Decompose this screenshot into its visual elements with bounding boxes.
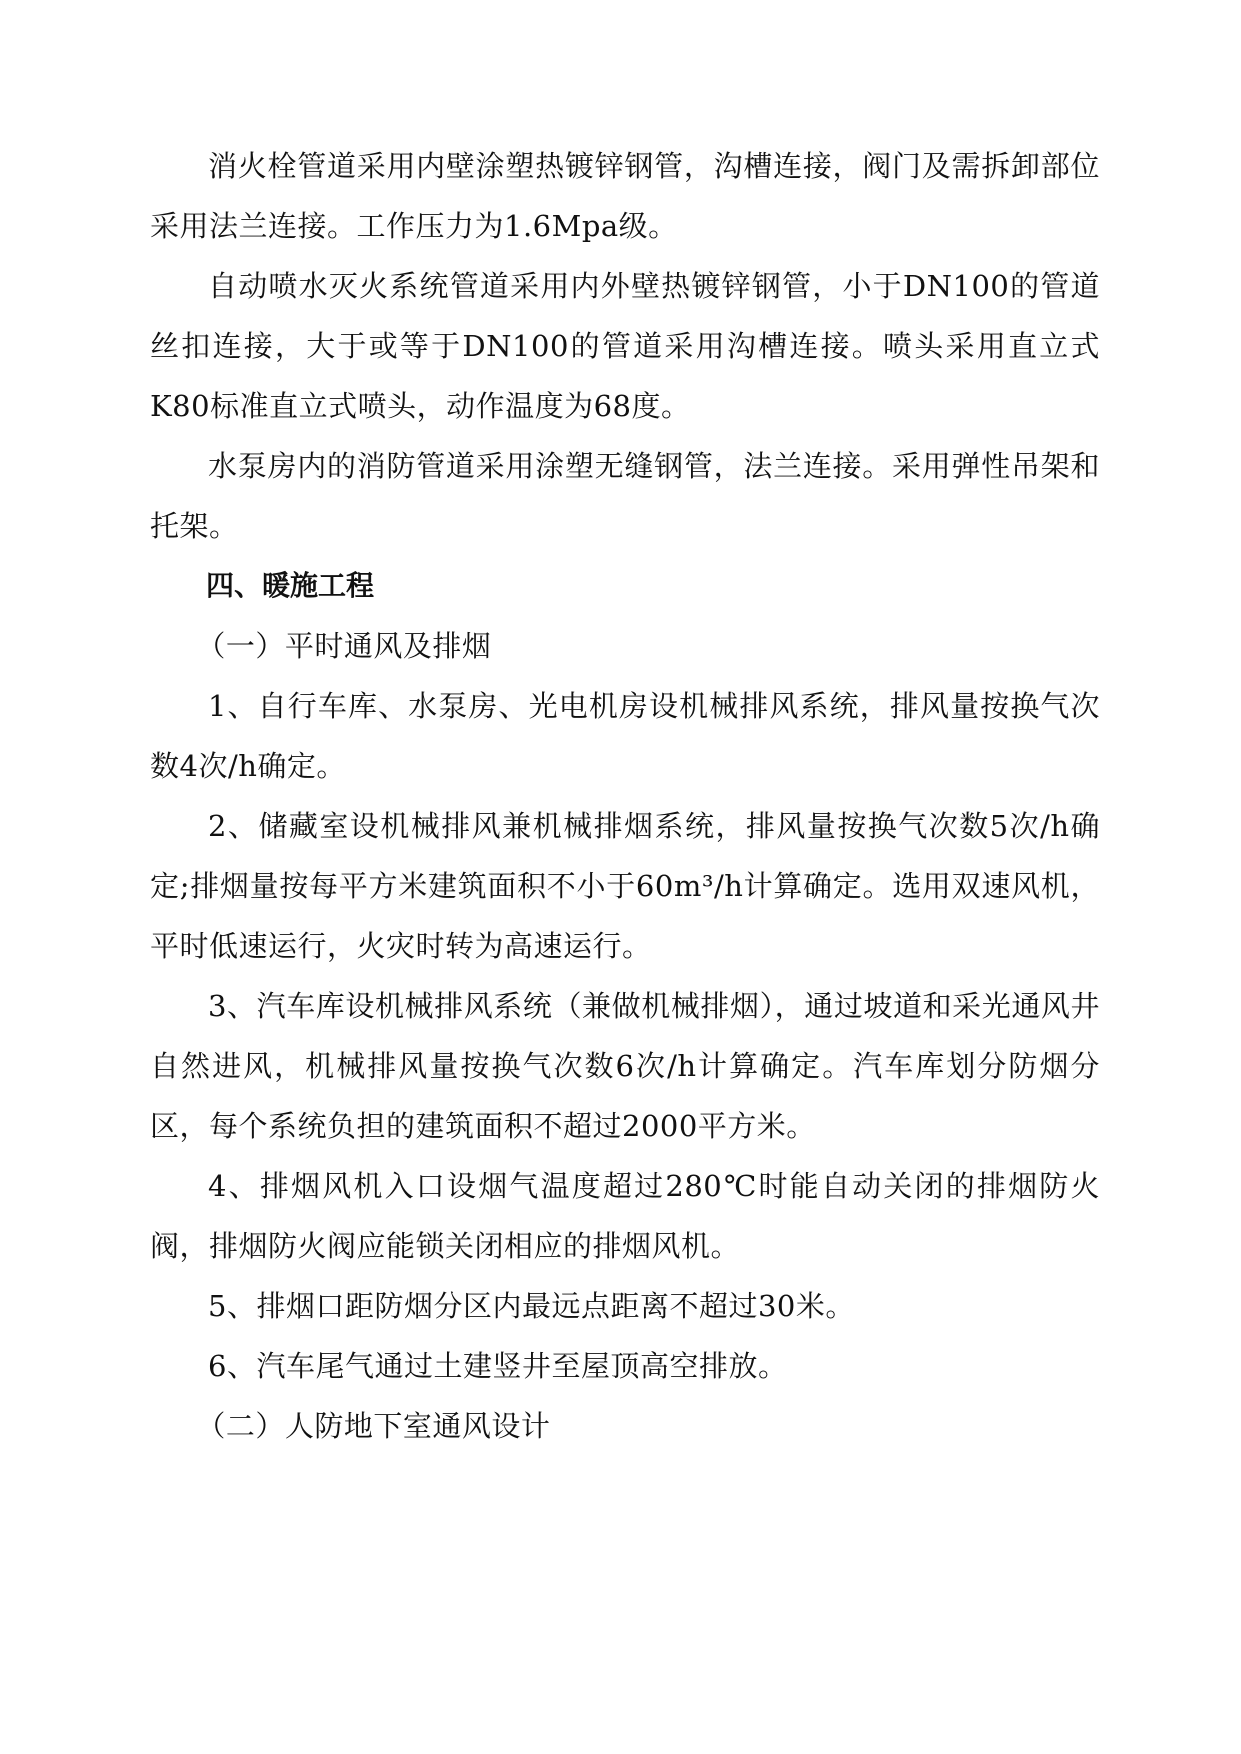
paragraph-pump-room-pipe: 水泵房内的消防管道采用涂塑无缝钢管，法兰连接。采用弹性吊架和托架。 xyxy=(150,449,1100,543)
document-page xyxy=(150,136,1100,1456)
subheading-ventilation-smoke: （一）平时通风及排烟 xyxy=(196,629,492,663)
paragraph-item-4: 4、排烟风机入口设烟气温度超过280℃时能自动关闭的排烟防火阀，排烟防火阀应能锁关闭相应的排烟风机。 xyxy=(150,1169,1100,1263)
paragraph-item-3: 3、汽车库设机械排风系统（兼做机械排烟），通过坡道和采光通风井自然进风，机械排风量按换气次数6次/h计算确定。汽车库划分防烟分区，每个系统负担的建筑面积不超过2000平方米。 xyxy=(150,989,1100,1143)
section-heading-hvac: 四、暖施工程 xyxy=(206,569,375,602)
paragraph-item-6: 6、汽车尾气通过土建竖井至屋顶高空排放。 xyxy=(208,1349,788,1383)
subheading-civil-defense-ventilation: （二）人防地下室通风设计 xyxy=(196,1409,551,1443)
paragraph-item-2: 2、储藏室设机械排风兼机械排烟系统，排风量按换气次数5次/h确定;排烟量按每平方米建筑面积不小于60m³/h计算确定。选用双速风机，平时低速运行，火灾时转为高速运行。 xyxy=(150,809,1100,963)
paragraph-item-5: 5、排烟口距防烟分区内最远点距离不超过30米。 xyxy=(208,1289,855,1323)
paragraph-fire-hydrant-pipe: 消火栓管道采用内壁涂塑热镀锌钢管，沟槽连接，阀门及需拆卸部位采用法兰连接。工作压力为1.6Mpa级。 xyxy=(150,149,1100,243)
paragraph-item-1: 1、自行车库、水泵房、光电机房设机械排风系统，排风量按换气次数4次/h确定。 xyxy=(150,689,1100,783)
paragraph-sprinkler-pipe: 自动喷水灭火系统管道采用内外壁热镀锌钢管，小于DN100的管道丝扣连接，大于或等于DN100的管道采用沟槽连接。喷头采用直立式K80标准直立式喷头，动作温度为68度。 xyxy=(150,269,1100,423)
